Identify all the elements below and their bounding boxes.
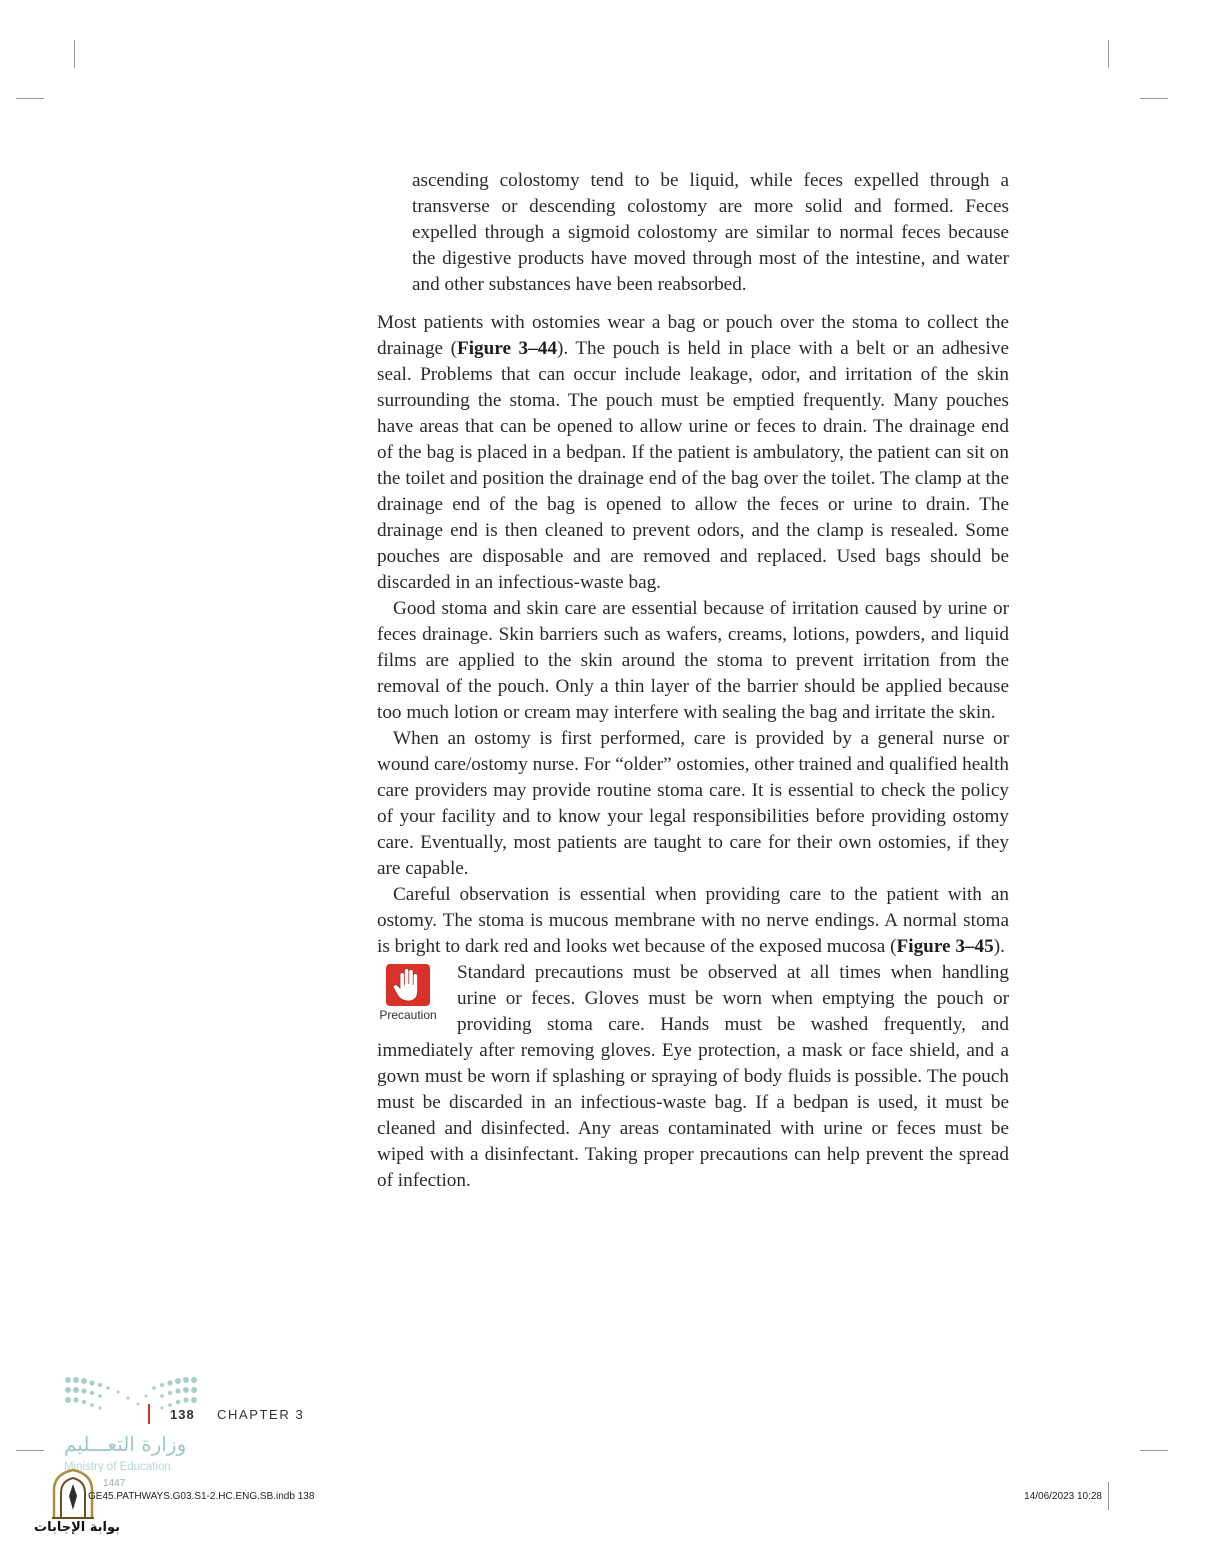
crop-mark bbox=[1108, 40, 1109, 68]
ministry-english-name: Ministry of Education bbox=[64, 1461, 171, 1473]
crop-mark bbox=[1140, 98, 1168, 99]
paragraph-skin-care: Good stoma and skin care are essential because of irritation caused by urine or feces drainage. Skin barriers such as wafers, creams, lotions, powders, and liquid films are applied to the skin around the stoma to prevent irritation from the removal of the pouch. Only a thin layer of the barrier should be applied because too much lotion or cream may interfere with sealing the bag and irritate the skin. bbox=[377, 598, 1009, 723]
body-text bbox=[377, 168, 1009, 1194]
hand-stop-icon bbox=[386, 964, 430, 1006]
chapter-label: CHAPTER 3 bbox=[217, 1407, 305, 1422]
paragraph-observation: Careful observation is essential when providing care to the patient with an ostomy. The stoma is mucous membrane with no nerve endings. A normal stoma is bright to dark red and looks wet because of the exposed mucosa (Figure 3–45). bbox=[377, 884, 1009, 957]
figure-reference[interactable]: Figure 3–45 bbox=[896, 936, 994, 957]
paragraph-continued: ascending colostomy tend to be liquid, while feces expelled through a transverse or descending colostomy are more solid and formed. Feces expelled through a sigmoid colostomy are similar to normal feces because the digestive products have moved through most of the intestine, and water and other substances have been reabsorbed. bbox=[412, 170, 1009, 295]
precaution-label: Precaution bbox=[379, 1008, 437, 1022]
print-slug: GE45.PATHWAYS.G03.S1-2.HC.ENG.SB.indb 138 bbox=[88, 1491, 315, 1502]
crop-mark bbox=[74, 40, 75, 68]
crop-mark bbox=[16, 1450, 44, 1451]
crop-mark bbox=[1108, 1482, 1109, 1510]
figure-reference[interactable]: Figure 3–44 bbox=[457, 338, 557, 359]
paragraph-providers: When an ostomy is first performed, care is provided by a general nurse or wound care/ostomy nurse. For “older” ostomies, other trained and qualified health care providers may provide routine stoma care. It is essential to check the policy of your facility and to know your legal responsibilities before providing ostomy care. Eventually, most patients are taught to care for their own ostomies, if they are capable. bbox=[377, 728, 1009, 879]
paragraph-precautions: Precaution Standard precautions must be observed at all times when handling urine or feces. Gloves must be worn when emptying the pouch or providing stoma care. Hands must be washed frequently, and immediately after removing gloves. Eye protection, a mask or face shield, and a gown must be worn if splashing or spraying of body fluids is possible. The pouch must be discarded in an infectious-waste bag. If a bedpan is used, it must be cleaned and disinfected. Any areas contaminated with urine or feces must be wiped with a disinfectant. Taking proper precautions can help prevent the spread of infection. bbox=[377, 960, 1009, 1194]
page-number-rule bbox=[148, 1404, 150, 1424]
print-date: 14/06/2023 10:28 bbox=[1024, 1491, 1102, 1502]
crop-mark bbox=[1140, 1450, 1168, 1451]
precaution-callout bbox=[363, 960, 453, 1032]
ministry-arabic-name: وزارة التعـــليم bbox=[64, 1432, 187, 1456]
crop-mark bbox=[16, 98, 44, 99]
ministry-logo-dots bbox=[62, 1374, 202, 1434]
paragraph-pouch: Most patients with ostomies wear a bag or pouch over the stoma to collect the drainage (Figure 3–44). The pouch is held in place with a belt or an adhesive seal. Problems that can occur include leakage, odor, and irritation of the skin surrounding the stoma. The pouch must be emptied frequently. Many pouches have areas that can be opened to allow urine or feces to drain. The drainage end of the bag is placed in a bedpan. If the patient is ambulatory, the patient can sit on the toilet and position the drainage end of the bag over the toilet. The clamp at the drainage end of the bag is opened to allow the feces or urine to drain. The drainage end is then cleaned to prevent odors, and the clamp is resealed. Some pouches are disposable and are removed and replaced. Used bags should be discarded in an infectious-waste bag. bbox=[377, 312, 1009, 593]
page-number: 138 bbox=[170, 1407, 195, 1422]
year-label: 1447 bbox=[103, 1478, 126, 1489]
answers-gate-text: بوابة الإجابات bbox=[34, 1520, 120, 1535]
